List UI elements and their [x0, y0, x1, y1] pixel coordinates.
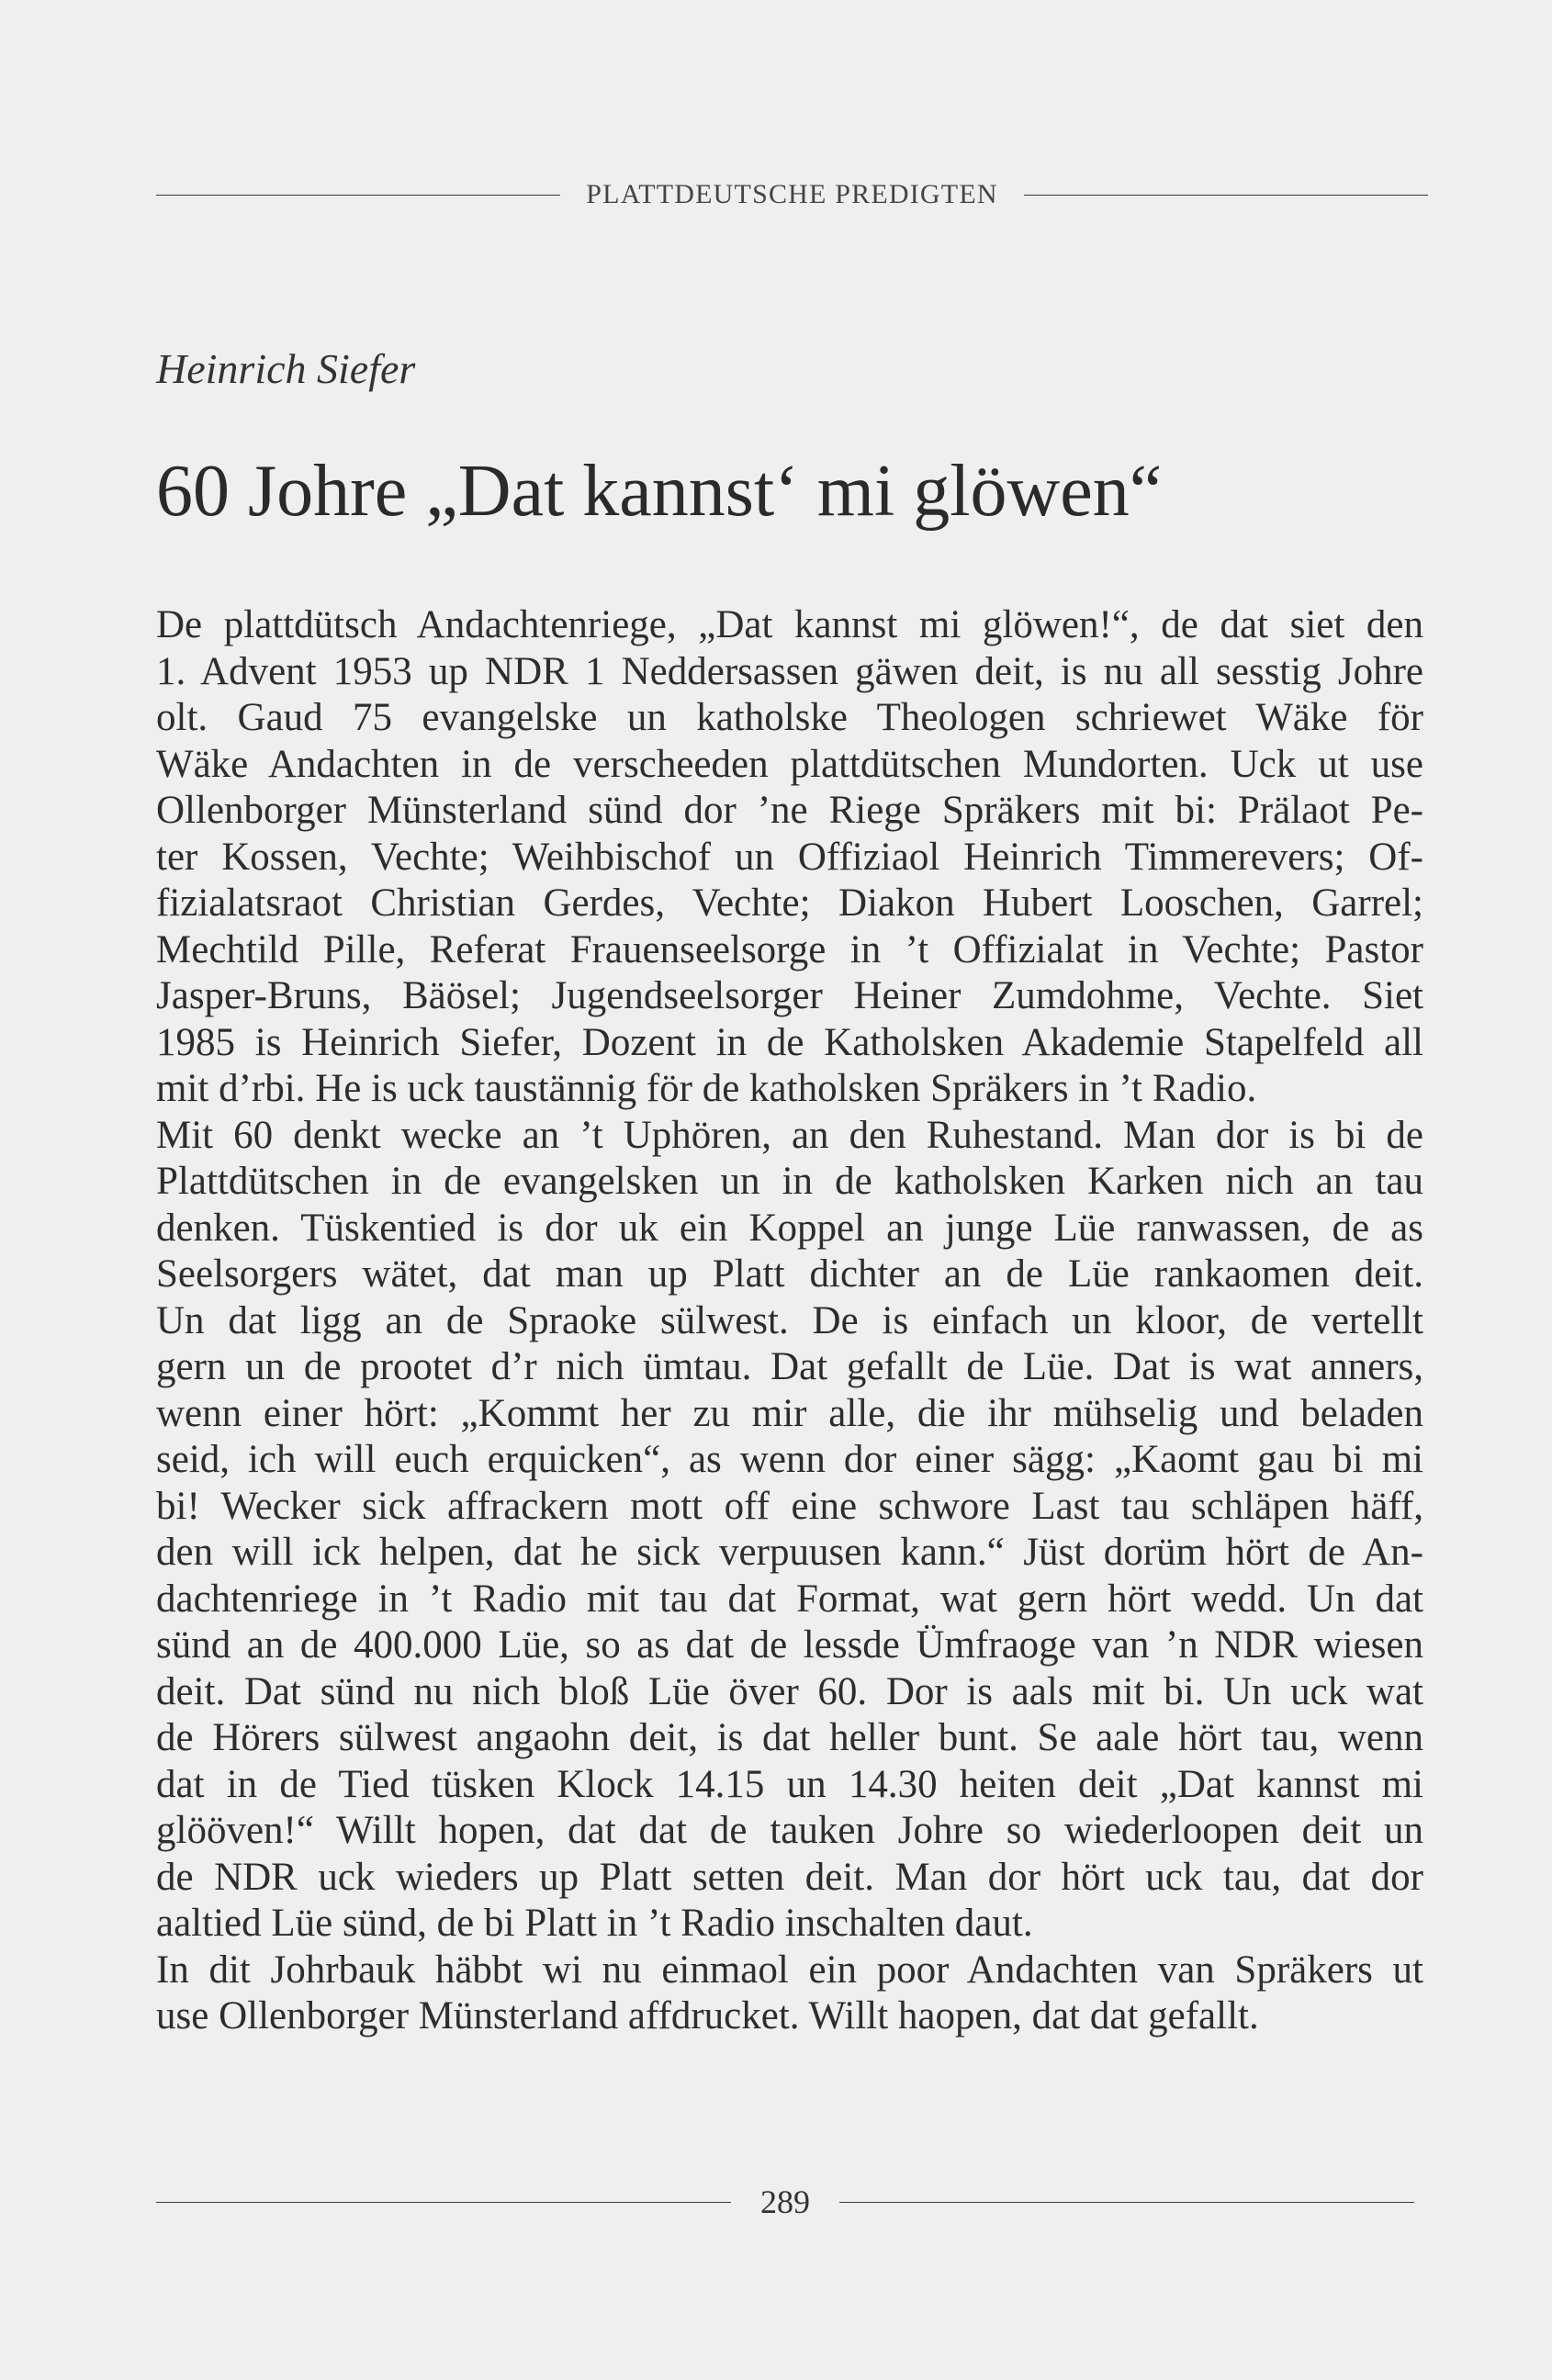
body-line: de Hörers sülwest angaohn deit, is dat heller bunt. Se aale hört tau, wenn	[156, 1716, 1423, 1759]
body-line: sünd an de 400.000 Lüe, so as dat de lessde Ümfraoge van ’n NDR wiesen	[156, 1623, 1423, 1667]
body-line: Jasper-Bruns, Bäösel; Jugendseelsorger Heiner Zumdohme, Vechte. Siet	[156, 974, 1423, 1017]
body-line: seid, ich will euch erquicken“, as wenn dor einer sägg: „Kaomt gau bi mi	[156, 1438, 1423, 1481]
body-line: deit. Dat sünd nu nich bloß Lüe över 60. Dor is aals mit bi. Un uck wat	[156, 1669, 1423, 1713]
body-line: bi! Wecker sick affrackern mott off eine schwore Last tau schläpen häff,	[156, 1484, 1423, 1528]
body-line: glööven!“ Willt hopen, dat dat de tauken Johre so wiederloopen deit un	[156, 1809, 1423, 1852]
footer-rule-right	[839, 2202, 1414, 2203]
body-line: den will ick helpen, dat he sick verpuusen kann.“ Jüst dorüm hört de An-	[156, 1531, 1423, 1574]
running-header	[156, 176, 1428, 213]
body-line: gern un de prootet d’r nich ümtau. Dat gefallt de Lüe. Dat is wat anners,	[156, 1345, 1423, 1388]
body-line: Seelsorgers wätet, dat man up Platt dichter an de Lüe rankaomen deit.	[156, 1252, 1423, 1296]
body-line: 1. Advent 1953 up NDR 1 Neddersassen gäwen deit, is nu all sesstig Johre	[156, 649, 1423, 693]
body-line: dat in de Tied tüsken Klock 14.15 un 14.30 heiten deit „Dat kannst mi	[156, 1762, 1423, 1806]
body-line: fizialatsraot Christian Gerdes, Vechte; Diakon Hubert Looschen, Garrel;	[156, 881, 1423, 925]
body-line: use Ollenborger Münsterland affdrucket. Willt haopen, dat dat gefallt.	[156, 1994, 1259, 2038]
body-line: Plattdütschen in de evangelsken un in de katholsken Karken nich an tau	[156, 1160, 1423, 1203]
body-line: denken. Tüskentied is dor uk ein Koppel an junge Lüe ranwassen, de as	[156, 1206, 1423, 1250]
article-title: 60 Johre „Dat kannst‘ mi glöwen“	[156, 451, 1163, 532]
body-line: ter Kossen, Vechte; Weihbischof un Offiziaol Heinrich Timmerevers; Of-	[156, 835, 1423, 879]
body-line: 1985 is Heinrich Siefer, Dozent in de Katholsken Akademie Stapelfeld all	[156, 1020, 1423, 1064]
footer-rule-left	[156, 2202, 731, 2203]
body-line: In dit Johrbauk häbbt wi nu einmaol ein poor Andachten van Spräkers ut	[156, 1948, 1423, 1992]
body-line: dachtenriege in ’t Radio mit tau dat Format, wat gern hört wedd. Un dat	[156, 1577, 1423, 1621]
page-number: 289	[760, 2184, 810, 2220]
body-line: de NDR uck wieders up Platt setten deit. Man dor hört uck tau, dat dor	[156, 1855, 1423, 1899]
body-line: olt. Gaud 75 evangelske un katholske Theologen schriewet Wäke för	[156, 696, 1423, 739]
body-line: Mechtild Pille, Referat Frauenseelsorge in ’t Offizialat in Vechte; Pastor	[156, 927, 1423, 971]
page-footer	[156, 2184, 1414, 2220]
body-line: Wäke Andachten in de verscheeden plattdütschen Mundorten. Uck ut use	[156, 742, 1423, 786]
author-name: Heinrich Siefer	[156, 345, 416, 392]
body-line: mit d’rbi. He is uck taustännig för de katholsken Spräkers in ’t Radio.	[156, 1067, 1257, 1110]
body-line: Un dat ligg an de Spraoke sülwest. De is einfach un kloor, de vertellt	[156, 1298, 1423, 1342]
body-line: Ollenborger Münsterland sünd dor ’ne Riege Spräkers mit bi: Prälaot Pe-	[156, 789, 1423, 832]
body-line: wenn einer hört: „Kommt her zu mir alle, die ihr mühselig und beladen	[156, 1391, 1423, 1435]
body-text	[156, 602, 1423, 2040]
body-line: aaltied Lüe sünd, de bi Platt in ’t Radio inschalten daut.	[156, 1902, 1033, 1945]
header-rule-right	[1024, 195, 1428, 196]
header-rule-left	[156, 195, 560, 196]
running-header-label: PLATTDEUTSCHE PREDIGTEN	[586, 179, 998, 209]
body-line: De plattdütsch Andachtenriege, „Dat kannst mi glöwen!“, de dat siet den	[156, 603, 1423, 646]
body-line: Mit 60 denkt wecke an ’t Uphören, an den Ruhestand. Man dor is bi de	[156, 1113, 1423, 1157]
